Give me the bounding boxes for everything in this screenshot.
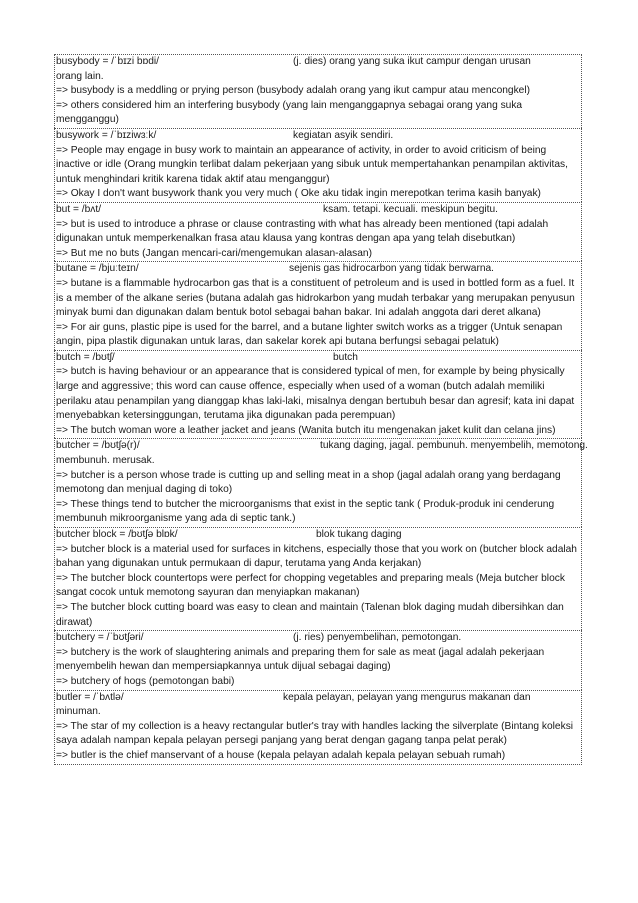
entry-header — [56, 129, 580, 144]
entry-header — [56, 528, 580, 543]
entry-example-line: => The butch woman wore a leather jacket and jeans (Wanita butch itu mengenakan jaket kulit dan celana jins) — [56, 424, 556, 436]
dictionary-table — [54, 54, 588, 765]
entry-example-line: => But me no buts (Jangan mencari-cari/mengemukan alasan-alasan) — [56, 247, 372, 259]
dictionary-entry — [54, 261, 582, 350]
entry-meaning-continued: orang lain. — [56, 70, 104, 82]
dictionary-entry — [54, 630, 582, 689]
entry-example-line: => butch is having behaviour or an appearance that is considered typical of men, for example by being physically large and aggressive; this word can cause offence, especially when used of a woman (butch adalah memiliki perilaku atau penampilan yang dianggap khas laki-laki, misalnya dengan bertubuh besar dan agresif; kata ini dapat menyebabkan ketersinggungan, terutama jika digunakan pada perempuan) — [56, 366, 575, 422]
entry-example-line: => For air guns, plastic pipe is used for the barrel, and a butane lighter switch works as a trigger (Untuk senapan angin, pipa plastik digunakan untuk laras, dan sakelar korek api butana berfungsi sebagai pelatuk) — [56, 321, 563, 348]
entry-header — [56, 691, 580, 706]
entry-meaning: sejenis gas hidrocarbon yang tidak berwarna. — [289, 263, 495, 275]
entry-term: butler = /ˈbʌtlə/ — [56, 691, 124, 703]
entry-meaning: blok tukang daging — [316, 529, 402, 540]
entry-example-line: => The butcher block countertops were perfect for chopping vegetables and preparing meals (Meja butcher block sangat cocok untuk memotong sayuran dan menyiapkan makanan) — [56, 572, 565, 599]
entry-header — [56, 55, 580, 70]
dictionary-entry — [54, 202, 582, 261]
entry-term: busywork = /ˈbɪziwɜːk/ — [56, 129, 157, 141]
entry-term: butch = /bʊtʃ/ — [56, 351, 115, 363]
dictionary-entry — [54, 527, 582, 630]
entry-meaning-continued: membunuh. merusak. — [56, 455, 155, 467]
entry-term: butcher = /bʊtʃə(r)/ — [56, 440, 140, 452]
entry-header — [56, 262, 580, 277]
entry-header — [56, 631, 580, 646]
entry-example-line: => butcher is a person whose trade is cutting up and selling meat in a shop (jagal adalah orang yang berdagang memotong dan menjual daging di toko) — [56, 469, 561, 496]
entry-example-line: => busybody is a meddling or prying person (busybody adalah orang yang ikut campur atau mencongkel) — [56, 85, 531, 97]
entry-meaning: (j. dies) orang yang suka ikut campur dengan urusan — [293, 56, 531, 67]
entry-example-line: => butcher block is a material used for surfaces in kitchens, especially those that you work on (butcher block adalah bahan yang digunakan untuk permukaan di dapur, terutama yang Anda kerjakan) — [56, 543, 577, 570]
entry-example-line: => but is used to introduce a phrase or clause contrasting with what has already been mentioned (tapi adalah digunakan untuk memperkenalkan frasa atau klausa yang kontras dengan apa yang telah disebutkan) — [56, 218, 549, 245]
entry-example-line: => butchery of hogs (pemotongan babi) — [56, 675, 235, 687]
entry-example-line: => People may engage in busy work to maintain an appearance of activity, in order to avoid criticism of being inactive or idle (Orang mungkin terlibat dalam pekerjaan yang sibuk untuk mempertahankan penampilan aktivitas, untuk menghindari kritik karena tidak aktif atau menganggur) — [56, 144, 568, 185]
entry-term: but = /bʌt/ — [56, 203, 102, 215]
dictionary-entry — [54, 690, 582, 765]
entry-meaning: (j. ries) penyembelihan, pemotongan. — [293, 632, 462, 644]
dictionary-entry — [54, 54, 582, 128]
entry-meaning: tukang daging, jagal. pembunuh. menyembelih, memotong. — [320, 440, 588, 452]
entry-header — [56, 203, 580, 218]
entry-term: butane = /bjuːteɪn/ — [56, 263, 139, 275]
entry-header — [56, 439, 588, 454]
entry-example-line: => butchery is the work of slaughtering animals and preparing them for sale as meat (jagal adalah pekerjaan menyembelih hewan dan mempersiapkannya untuk dijual sebagai daging) — [56, 646, 545, 673]
entry-meaning-continued: minuman. — [56, 706, 101, 718]
entry-header — [56, 351, 580, 366]
entry-example-line: => butler is the chief manservant of a house (kepala pelayan adalah kepala pelayan sebuah rumah) — [56, 749, 506, 761]
entry-term: busybody = /ˈbɪzi bɒdi/ — [56, 56, 160, 67]
entry-meaning: butch — [333, 351, 358, 363]
entry-meaning: kegiatan asyik sendiri. — [293, 129, 394, 141]
dictionary-entry — [54, 350, 582, 439]
entry-meaning: kepala pelayan, pelayan yang mengurus makanan dan — [283, 691, 531, 703]
entry-term: butcher block = /bʊtʃə blɒk/ — [56, 529, 178, 540]
entry-example-line: => others considered him an interfering busybody (yang lain menganggapnya sebagai orang yang suka mengganggu) — [56, 99, 523, 126]
dictionary-entry — [54, 128, 582, 202]
entry-example-line: => The star of my collection is a heavy rectangular butler's tray with handles lacking the silverplate (Bintang koleksi saya adalah nampan kepala pelayan persegi panjang yang berat dengan gagang tanpa pelat perak) — [56, 720, 574, 747]
entry-example-line: => butane is a flammable hydrocarbon gas that is a constituent of petroleum and is used in bottled form as a fuel. It is a member of the alkane series (butana adalah gas hidrokarbon yang mudah terbakar yang merupakan penyusun minyak bumi dan digunakan dalam bentuk botol sebagai bahan bakar. Ini adalah anggota dari deret alkana) — [56, 277, 575, 319]
entry-example-line: => Okay I don't want busywork thank you very much ( Oke aku tidak ingin merepotkan terima kasih banyak) — [56, 188, 541, 200]
entry-example-line: => These things tend to butcher the microorganisms that exist in the septic tank ( Produk-produk ini cenderung membunuh mikroorganisme yang ada di septic tank.) — [56, 498, 555, 525]
entry-term: butchery = /ˈbʊtʃəri/ — [56, 632, 144, 644]
entry-meaning: ksam. tetapi. kecuali. meskipun begitu. — [323, 203, 498, 215]
dictionary-entry — [54, 438, 588, 527]
entry-example-line: => The butcher block cutting board was easy to clean and maintain (Talenan blok daging mudah dibersihkan dan dirawat) — [56, 601, 564, 628]
